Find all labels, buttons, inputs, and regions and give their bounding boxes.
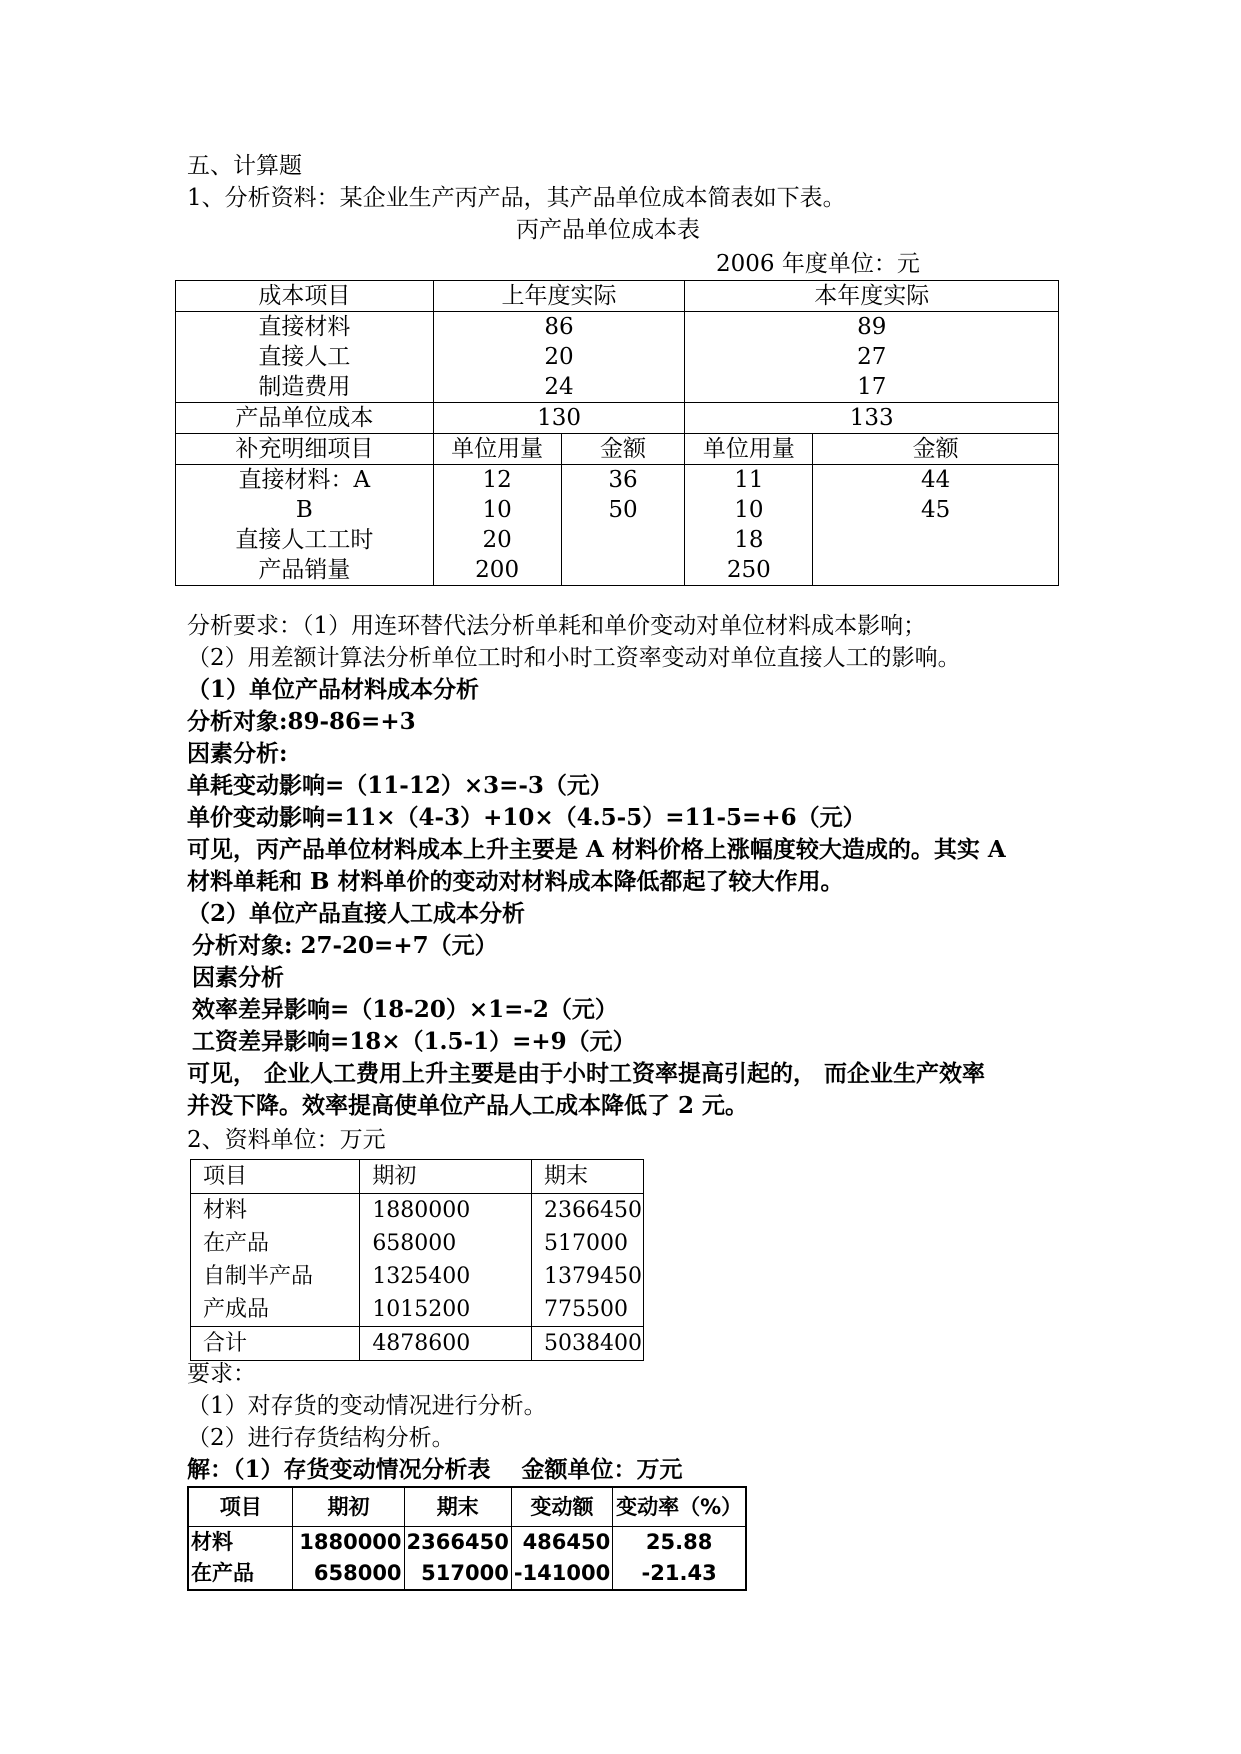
unit-cost-prev: 130 [433,403,685,434]
unit-cost-row [176,403,1059,434]
detail-header-item: 补充明细项目 [176,434,434,465]
inv-end-values [532,1194,644,1327]
cost-item-1: 直接材料 [258,314,351,340]
price-effect: 单价变动影响=11×（4-3）+10×（4.5-5）=11-5=+6（元） [187,804,866,831]
change-header-begin: 期初 [293,1487,404,1527]
detail-header-row [176,434,1059,465]
inv-total-begin: 4878600 [360,1327,532,1361]
inventory-header-row [191,1160,644,1194]
prev-qty-2: 10 [482,497,512,523]
detail-prev-qty [433,465,561,586]
answer-heading-1: （1）单位产品材料成本分析 [187,676,480,703]
inv-header-end: 期末 [532,1160,644,1194]
answer-heading-2: （2）单位产品直接人工成本分析 [187,900,526,927]
inv-items [191,1194,360,1327]
prev-qty-3: 20 [482,527,512,553]
conclusion-1b: 材料单耗和 B 材料单价的变动对材料成本降低都起了较大作用。 [187,868,844,895]
detail-header-curr-qty: 单位用量 [685,434,813,465]
prev-amt-2: 50 [608,497,638,523]
inventory-table [190,1159,644,1361]
cost-item-label [176,312,434,403]
curr-value-1: 89 [857,314,887,340]
conclusion-1a: 可见，丙产品单位材料成本上升主要是 A 材料价格上涨幅度较大造成的。其实 A [187,836,1006,863]
inv-end-2: 517000 [544,1231,628,1256]
table-title: 丙产品单位成本表 [516,217,700,243]
header-cost-item: 成本项目 [176,281,434,312]
inv-item-3: 自制半产品 [203,1264,314,1289]
detail-curr-amt [813,465,1059,586]
unit-cost-label: 产品单位成本 [176,403,434,434]
inventory-change-table [187,1486,747,1591]
question-1-intro: 1、分析资料：某企业生产丙产品，其产品单位成本简表如下表。 [187,185,846,211]
change-item: 材料 [188,1527,293,1559]
factor-analysis-2: 因素分析 [192,964,284,991]
change-header-end: 期末 [404,1487,511,1527]
change-item: 在产品 [188,1558,293,1590]
prev-value-1: 86 [544,314,574,340]
q2-requirement-label: 要求： [187,1361,256,1387]
prev-qty-1: 12 [482,467,512,493]
detail-curr-qty [685,465,813,586]
change-header-row [188,1487,746,1527]
detail-row [176,465,1059,586]
consumption-effect: 单耗变动影响=（11-12）×3=-3（元） [187,772,613,799]
detail-header-prev-amt: 金额 [561,434,685,465]
cost-item-2: 直接人工 [258,344,351,370]
curr-qty-3: 18 [734,527,764,553]
conclusion-2b: 并没下降。效率提高使单位产品人工成本降低了 2 元。 [187,1092,749,1119]
inv-item-4: 产成品 [203,1297,270,1322]
inv-begin-4: 1015200 [372,1297,471,1322]
detail-item-b: B [295,497,313,523]
inv-item-2: 在产品 [203,1231,270,1256]
inv-begin-values [360,1194,532,1327]
change-header-rate: 变动率（%） [613,1487,746,1527]
efficiency-effect: 效率差异影响=（18-20）×1=-2（元） [192,996,618,1023]
change-end: 517000 [404,1558,511,1590]
curr-qty-2: 10 [734,497,764,523]
detail-prev-amt [561,465,685,586]
change-row [188,1527,746,1559]
prev-amt-1: 36 [608,467,638,493]
inv-begin-3: 1325400 [372,1264,471,1289]
cost-item-3: 制造费用 [258,374,351,400]
change-begin: 1880000 [293,1527,404,1559]
curr-qty-4: 250 [726,557,771,583]
requirement-1: 分析要求：（1）用连环替代法分析单耗和单价变动对单位材料成本影响； [187,613,927,639]
change-header-amount: 变动额 [511,1487,612,1527]
inv-end-1: 2366450 [544,1198,642,1223]
change-end: 2366450 [404,1527,511,1559]
inv-begin-2: 658000 [372,1231,457,1256]
detail-header-curr-amt: 金额 [813,434,1059,465]
prev-qty-4: 200 [475,557,520,583]
change-begin: 658000 [293,1558,404,1590]
header-prev-year: 上年度实际 [433,281,685,312]
curr-value-2: 27 [857,344,887,370]
inv-item-1: 材料 [203,1198,248,1223]
inv-total-label: 合计 [191,1327,360,1361]
unit-cost-table [175,280,1059,586]
table-header-row [176,281,1059,312]
change-amount: -141000 [511,1558,612,1590]
inv-end-3: 1379450 [544,1264,642,1289]
requirement-2: （2）用差额计算法分析单位工时和小时工资率变动对单位直接人工的影响。 [187,645,961,671]
q2-requirement-1: （1）对存货的变动情况进行分析。 [187,1393,547,1419]
detail-item-a: 直接材料：A [238,467,371,493]
change-amount: 486450 [511,1527,612,1559]
change-header-item: 项目 [188,1487,293,1527]
curr-amt-2: 45 [921,497,951,523]
curr-value-3: 17 [857,374,887,400]
prev-value-2: 20 [544,344,574,370]
analysis-object-1: 分析对象:89-86=+3 [187,708,416,735]
inv-begin-1: 1880000 [372,1198,471,1223]
detail-item-sales: 产品销量 [258,557,351,583]
answer-2-title: 解：（1）存货变动情况分析表 金额单位：万元 [187,1456,683,1483]
table-row [176,312,1059,403]
header-curr-year: 本年度实际 [685,281,1059,312]
curr-qty-1: 11 [734,467,764,493]
change-rate: 25.88 [613,1527,746,1559]
inv-end-4: 775500 [544,1297,628,1322]
analysis-object-2: 分析对象: 27-20=+7（元） [192,932,498,959]
prev-value-3: 24 [544,374,574,400]
q2-requirement-2: （2）进行存货结构分析。 [187,1425,455,1451]
curr-amt-1: 44 [921,467,951,493]
detail-items [176,465,434,586]
change-row [188,1558,746,1590]
change-rate: -21.43 [613,1558,746,1590]
question-2-intro: 2、资料单位：万元 [187,1127,386,1153]
conclusion-2a: 可见， 企业人工费用上升主要是由于小时工资率提高引起的， 而企业生产效率 [187,1060,986,1087]
inv-header-begin: 期初 [360,1160,532,1194]
detail-header-prev-qty: 单位用量 [433,434,561,465]
prev-values [433,312,685,403]
inventory-total-row [191,1327,644,1361]
curr-values [685,312,1059,403]
inventory-body-row [191,1194,644,1327]
section-title: 五、计算题 [187,153,302,179]
table-meta: 2006 年度单位：元 [716,251,920,277]
detail-item-hours: 直接人工工时 [235,527,374,553]
factor-analysis-1: 因素分析: [187,740,288,767]
unit-cost-curr: 133 [685,403,1059,434]
inv-header-item: 项目 [191,1160,360,1194]
wage-effect: 工资差异影响=18×（1.5-1）=+9（元） [192,1028,636,1055]
inv-total-end: 5038400 [532,1327,644,1361]
